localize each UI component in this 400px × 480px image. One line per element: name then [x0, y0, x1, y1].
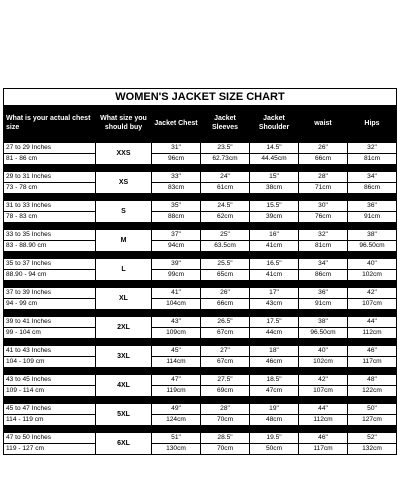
hips-cm-cell: 96.50cm	[348, 241, 397, 252]
shoulder-inches-cell: 16.5"	[250, 259, 299, 270]
jacket-chest-inches-cell: 37"	[152, 230, 201, 241]
hips-cm-cell: 122cm	[348, 386, 397, 397]
sleeves-cm-cell: 63.5cm	[201, 241, 250, 252]
sleeves-cm-cell: 70cm	[201, 444, 250, 455]
shoulder-cm-cell: 46cm	[250, 357, 299, 368]
row-divider-cell	[4, 368, 397, 375]
row-divider-cell	[4, 252, 397, 259]
chest-inches-cell: 33 to 35 Inches	[4, 230, 96, 241]
jacket-chest-inches-cell: 39"	[152, 259, 201, 270]
table-row	[4, 328, 397, 339]
hips-inches-cell: 40"	[348, 259, 397, 270]
sleeves-inches-cell: 25"	[201, 230, 250, 241]
chest-cm-cell: 83 - 88.90 cm	[4, 241, 96, 252]
hips-cm-cell: 102cm	[348, 270, 397, 281]
jacket-chest-inches-cell: 45"	[152, 346, 201, 357]
chest-cm-cell: 88.90 - 94 cm	[4, 270, 96, 281]
waist-cm-cell: 86cm	[299, 270, 348, 281]
row-divider-cell	[4, 310, 397, 317]
hips-cm-cell: 86cm	[348, 183, 397, 194]
jacket-chest-cm-cell: 114cm	[152, 357, 201, 368]
shoulder-inches-cell: 18.5"	[250, 375, 299, 386]
chest-cm-cell: 99 - 104 cm	[4, 328, 96, 339]
hips-cm-cell: 127cm	[348, 415, 397, 426]
shoulder-cm-cell: 41cm	[250, 270, 299, 281]
row-divider-cell	[4, 281, 397, 288]
hips-inches-cell: 38"	[348, 230, 397, 241]
size-cell: XS	[96, 172, 152, 194]
table-row	[4, 317, 397, 328]
hips-cm-cell: 107cm	[348, 299, 397, 310]
table-row	[4, 212, 397, 223]
row-divider	[4, 252, 397, 259]
sleeves-cm-cell: 70cm	[201, 415, 250, 426]
shoulder-cm-cell: 38cm	[250, 183, 299, 194]
size-cell: 2XL	[96, 317, 152, 339]
hips-inches-cell: 50"	[348, 404, 397, 415]
size-cell: XL	[96, 288, 152, 310]
table-row	[4, 288, 397, 299]
sleeves-inches-cell: 25.5"	[201, 259, 250, 270]
row-divider	[4, 426, 397, 433]
sleeves-cm-cell: 69cm	[201, 386, 250, 397]
size-cell: L	[96, 259, 152, 281]
row-divider	[4, 310, 397, 317]
table-row	[4, 444, 397, 455]
chest-inches-cell: 47 to 50 Inches	[4, 433, 96, 444]
hips-cm-cell: 81cm	[348, 154, 397, 165]
size-chart	[3, 88, 397, 455]
shoulder-cm-cell: 47cm	[250, 386, 299, 397]
waist-inches-cell: 34"	[299, 259, 348, 270]
shoulder-inches-cell: 16"	[250, 230, 299, 241]
sleeves-inches-cell: 26"	[201, 288, 250, 299]
chest-cm-cell: 94 - 99 cm	[4, 299, 96, 310]
hips-inches-cell: 32"	[348, 143, 397, 154]
size-cell: 3XL	[96, 346, 152, 368]
header-hips: Hips	[348, 106, 397, 143]
row-divider-cell	[4, 397, 397, 404]
shoulder-cm-cell: 44cm	[250, 328, 299, 339]
table-body	[4, 143, 397, 455]
chest-cm-cell: 109 - 114 cm	[4, 386, 96, 397]
jacket-chest-cm-cell: 94cm	[152, 241, 201, 252]
sleeves-inches-cell: 26.5"	[201, 317, 250, 328]
header-jacket-shoulder: Jacket Shoulder	[250, 106, 299, 143]
sleeves-inches-cell: 28.5"	[201, 433, 250, 444]
chest-inches-cell: 39 to 41 Inches	[4, 317, 96, 328]
hips-inches-cell: 36"	[348, 201, 397, 212]
row-divider-cell	[4, 194, 397, 201]
table-row	[4, 241, 397, 252]
jacket-chest-cm-cell: 88cm	[152, 212, 201, 223]
chest-cm-cell: 78 - 83 cm	[4, 212, 96, 223]
table-row	[4, 183, 397, 194]
hips-inches-cell: 42"	[348, 288, 397, 299]
waist-inches-cell: 26"	[299, 143, 348, 154]
table-row	[4, 357, 397, 368]
waist-cm-cell: 81cm	[299, 241, 348, 252]
sleeves-inches-cell: 27.5"	[201, 375, 250, 386]
sleeves-cm-cell: 62.73cm	[201, 154, 250, 165]
waist-inches-cell: 42"	[299, 375, 348, 386]
shoulder-cm-cell: 48cm	[250, 415, 299, 426]
waist-cm-cell: 71cm	[299, 183, 348, 194]
sleeves-cm-cell: 67cm	[201, 328, 250, 339]
row-divider	[4, 223, 397, 230]
jacket-chest-inches-cell: 43"	[152, 317, 201, 328]
waist-cm-cell: 96.50cm	[299, 328, 348, 339]
table-row	[4, 346, 397, 357]
chart-title: WOMEN'S JACKET SIZE CHART	[3, 88, 397, 105]
waist-cm-cell: 102cm	[299, 357, 348, 368]
chest-cm-cell: 81 - 86 cm	[4, 154, 96, 165]
header-chest-size: What is your actual chest size	[4, 106, 96, 143]
chest-cm-cell: 73 - 78 cm	[4, 183, 96, 194]
row-divider	[4, 339, 397, 346]
waist-cm-cell: 91cm	[299, 299, 348, 310]
chest-inches-cell: 27 to 29 Inches	[4, 143, 96, 154]
table-row	[4, 172, 397, 183]
jacket-chest-inches-cell: 47"	[152, 375, 201, 386]
waist-inches-cell: 46"	[299, 433, 348, 444]
waist-inches-cell: 36"	[299, 288, 348, 299]
shoulder-inches-cell: 17"	[250, 288, 299, 299]
hips-cm-cell: 91cm	[348, 212, 397, 223]
shoulder-inches-cell: 19.5"	[250, 433, 299, 444]
chest-inches-cell: 31 to 33 Inches	[4, 201, 96, 212]
shoulder-cm-cell: 41cm	[250, 241, 299, 252]
sleeves-inches-cell: 24.5"	[201, 201, 250, 212]
jacket-chest-cm-cell: 96cm	[152, 154, 201, 165]
waist-cm-cell: 112cm	[299, 415, 348, 426]
waist-inches-cell: 40"	[299, 346, 348, 357]
header-jacket-chest: Jacket Chest	[152, 106, 201, 143]
waist-cm-cell: 76cm	[299, 212, 348, 223]
shoulder-cm-cell: 50cm	[250, 444, 299, 455]
row-divider-cell	[4, 426, 397, 433]
shoulder-inches-cell: 19"	[250, 404, 299, 415]
table-row	[4, 143, 397, 154]
chest-cm-cell: 119 - 127 cm	[4, 444, 96, 455]
waist-inches-cell: 44"	[299, 404, 348, 415]
jacket-chest-cm-cell: 109cm	[152, 328, 201, 339]
row-divider-cell	[4, 339, 397, 346]
jacket-chest-cm-cell: 119cm	[152, 386, 201, 397]
chest-inches-cell: 29 to 31 Inches	[4, 172, 96, 183]
size-table	[3, 105, 397, 455]
chest-inches-cell: 41 to 43 Inches	[4, 346, 96, 357]
waist-cm-cell: 117cm	[299, 444, 348, 455]
sleeves-inches-cell: 24"	[201, 172, 250, 183]
header-row	[4, 106, 397, 143]
row-divider	[4, 397, 397, 404]
table-row	[4, 404, 397, 415]
shoulder-inches-cell: 14.5"	[250, 143, 299, 154]
table-row	[4, 201, 397, 212]
table-row	[4, 375, 397, 386]
waist-cm-cell: 107cm	[299, 386, 348, 397]
jacket-chest-inches-cell: 51"	[152, 433, 201, 444]
jacket-chest-inches-cell: 49"	[152, 404, 201, 415]
sleeves-inches-cell: 23.5"	[201, 143, 250, 154]
table-row	[4, 433, 397, 444]
table-row	[4, 259, 397, 270]
sleeves-cm-cell: 61cm	[201, 183, 250, 194]
hips-cm-cell: 132cm	[348, 444, 397, 455]
jacket-chest-cm-cell: 99cm	[152, 270, 201, 281]
hips-cm-cell: 117cm	[348, 357, 397, 368]
sleeves-inches-cell: 28"	[201, 404, 250, 415]
shoulder-cm-cell: 44.45cm	[250, 154, 299, 165]
row-divider-cell	[4, 223, 397, 230]
hips-inches-cell: 48"	[348, 375, 397, 386]
size-cell: 6XL	[96, 433, 152, 455]
hips-inches-cell: 44"	[348, 317, 397, 328]
sleeves-cm-cell: 62cm	[201, 212, 250, 223]
table-row	[4, 270, 397, 281]
size-cell: 5XL	[96, 404, 152, 426]
header-size-to-buy: What size you should buy	[96, 106, 152, 143]
shoulder-inches-cell: 17.5"	[250, 317, 299, 328]
size-cell: M	[96, 230, 152, 252]
waist-inches-cell: 30"	[299, 201, 348, 212]
shoulder-inches-cell: 18"	[250, 346, 299, 357]
table-row	[4, 299, 397, 310]
table-row	[4, 386, 397, 397]
shoulder-cm-cell: 39cm	[250, 212, 299, 223]
jacket-chest-cm-cell: 130cm	[152, 444, 201, 455]
chest-inches-cell: 45 to 47 Inches	[4, 404, 96, 415]
hips-cm-cell: 112cm	[348, 328, 397, 339]
size-cell: XXS	[96, 143, 152, 165]
sleeves-inches-cell: 27"	[201, 346, 250, 357]
row-divider	[4, 165, 397, 172]
row-divider	[4, 368, 397, 375]
jacket-chest-inches-cell: 41"	[152, 288, 201, 299]
row-divider-cell	[4, 165, 397, 172]
header-jacket-sleeves: Jacket Sleeves	[201, 106, 250, 143]
size-cell: S	[96, 201, 152, 223]
jacket-chest-cm-cell: 83cm	[152, 183, 201, 194]
row-divider	[4, 194, 397, 201]
sleeves-cm-cell: 66cm	[201, 299, 250, 310]
shoulder-cm-cell: 43cm	[250, 299, 299, 310]
table-row	[4, 230, 397, 241]
chest-cm-cell: 114 - 119 cm	[4, 415, 96, 426]
jacket-chest-cm-cell: 104cm	[152, 299, 201, 310]
chest-cm-cell: 104 - 109 cm	[4, 357, 96, 368]
sleeves-cm-cell: 65cm	[201, 270, 250, 281]
shoulder-inches-cell: 15"	[250, 172, 299, 183]
waist-inches-cell: 28"	[299, 172, 348, 183]
hips-inches-cell: 46"	[348, 346, 397, 357]
waist-inches-cell: 32"	[299, 230, 348, 241]
jacket-chest-inches-cell: 31"	[152, 143, 201, 154]
waist-cm-cell: 66cm	[299, 154, 348, 165]
jacket-chest-inches-cell: 35"	[152, 201, 201, 212]
table-row	[4, 154, 397, 165]
row-divider	[4, 281, 397, 288]
chest-inches-cell: 35 to 37 Inches	[4, 259, 96, 270]
header-waist: waist	[299, 106, 348, 143]
hips-inches-cell: 52"	[348, 433, 397, 444]
chest-inches-cell: 37 to 39 Inches	[4, 288, 96, 299]
waist-inches-cell: 38"	[299, 317, 348, 328]
size-cell: 4XL	[96, 375, 152, 397]
shoulder-inches-cell: 15.5"	[250, 201, 299, 212]
table-row	[4, 415, 397, 426]
chest-inches-cell: 43 to 45 Inches	[4, 375, 96, 386]
jacket-chest-inches-cell: 33"	[152, 172, 201, 183]
jacket-chest-cm-cell: 124cm	[152, 415, 201, 426]
hips-inches-cell: 34"	[348, 172, 397, 183]
sleeves-cm-cell: 67cm	[201, 357, 250, 368]
